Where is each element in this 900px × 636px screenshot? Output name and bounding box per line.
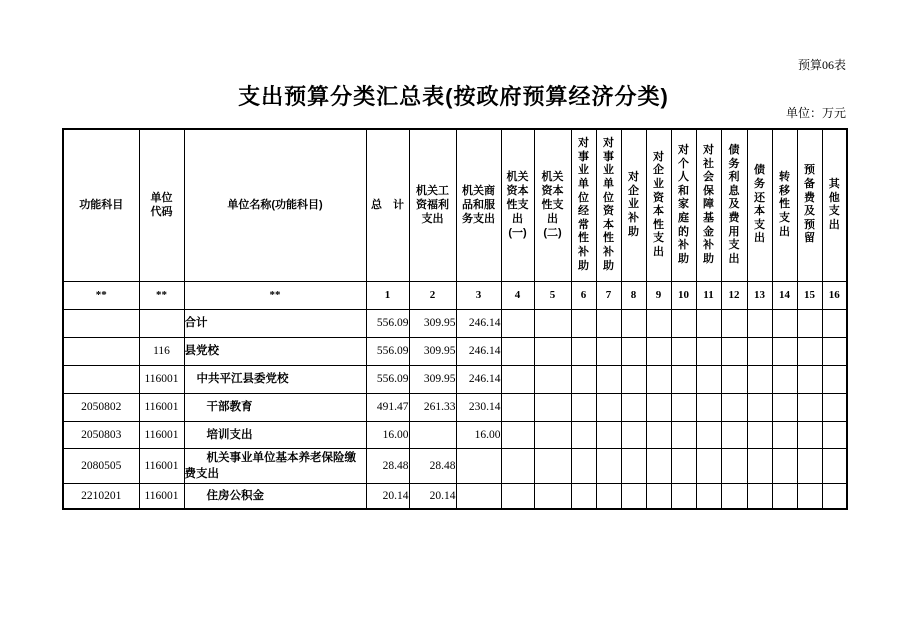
value-cell bbox=[621, 393, 646, 421]
value-cell bbox=[671, 448, 696, 483]
value-cell: 16.00 bbox=[456, 421, 501, 448]
value-cell bbox=[646, 448, 671, 483]
column-index-cell: 1 bbox=[366, 281, 409, 309]
budget-table bbox=[62, 128, 848, 510]
value-cell: 230.14 bbox=[456, 393, 501, 421]
value-cell bbox=[797, 309, 822, 337]
value-cell: 28.48 bbox=[409, 448, 456, 483]
value-cell bbox=[721, 309, 747, 337]
value-cell bbox=[621, 309, 646, 337]
value-cell bbox=[772, 483, 797, 509]
column-header bbox=[721, 129, 747, 281]
unit-code-cell: 116001 bbox=[139, 393, 184, 421]
column-header-label: 预备费及预留 bbox=[804, 164, 815, 245]
unit-name-cell: 县党校 bbox=[184, 337, 366, 365]
value-cell bbox=[696, 365, 721, 393]
value-cell bbox=[596, 421, 621, 448]
value-cell bbox=[747, 421, 772, 448]
value-cell bbox=[621, 421, 646, 448]
value-cell: 246.14 bbox=[456, 365, 501, 393]
column-header-label: 机关资本性支出(二) bbox=[541, 171, 564, 240]
value-cell bbox=[571, 393, 596, 421]
value-cell bbox=[721, 365, 747, 393]
value-cell bbox=[571, 421, 596, 448]
value-cell bbox=[456, 483, 501, 509]
value-cell bbox=[822, 365, 847, 393]
functional-code-cell bbox=[63, 365, 139, 393]
value-cell: 309.95 bbox=[409, 337, 456, 365]
value-cell bbox=[501, 393, 534, 421]
value-cell bbox=[721, 337, 747, 365]
value-cell bbox=[596, 393, 621, 421]
value-cell bbox=[501, 448, 534, 483]
value-cell bbox=[501, 309, 534, 337]
value-cell bbox=[797, 421, 822, 448]
table-row bbox=[63, 365, 847, 393]
value-cell bbox=[571, 309, 596, 337]
value-cell bbox=[621, 483, 646, 509]
value-cell bbox=[822, 337, 847, 365]
table-row bbox=[63, 483, 847, 509]
functional-code-cell bbox=[63, 337, 139, 365]
value-cell bbox=[534, 337, 571, 365]
unit-code-cell: 116 bbox=[139, 337, 184, 365]
unit-code-cell: 116001 bbox=[139, 421, 184, 448]
column-header bbox=[646, 129, 671, 281]
value-cell bbox=[571, 448, 596, 483]
value-cell bbox=[797, 337, 822, 365]
value-cell: 246.14 bbox=[456, 337, 501, 365]
value-cell bbox=[621, 448, 646, 483]
column-header bbox=[696, 129, 721, 281]
column-header bbox=[596, 129, 621, 281]
value-cell bbox=[747, 365, 772, 393]
column-header bbox=[366, 129, 409, 281]
page-title: 支出预算分类汇总表(按政府预算经济分类) bbox=[238, 84, 669, 109]
value-cell: 246.14 bbox=[456, 309, 501, 337]
value-cell bbox=[571, 365, 596, 393]
column-index-cell: ** bbox=[184, 281, 366, 309]
value-cell bbox=[596, 448, 621, 483]
value-cell bbox=[534, 421, 571, 448]
value-cell bbox=[747, 337, 772, 365]
functional-code-cell: 2080505 bbox=[63, 448, 139, 483]
column-index-cell: 6 bbox=[571, 281, 596, 309]
value-cell bbox=[596, 365, 621, 393]
functional-code-cell: 2050803 bbox=[63, 421, 139, 448]
value-cell bbox=[747, 483, 772, 509]
column-index-cell: 10 bbox=[671, 281, 696, 309]
column-header bbox=[534, 129, 571, 281]
value-cell bbox=[797, 483, 822, 509]
value-cell bbox=[596, 483, 621, 509]
value-cell bbox=[571, 483, 596, 509]
value-cell bbox=[571, 337, 596, 365]
column-header bbox=[747, 129, 772, 281]
column-header bbox=[621, 129, 646, 281]
column-index-cell: 16 bbox=[822, 281, 847, 309]
value-cell bbox=[646, 421, 671, 448]
column-index-cell: 4 bbox=[501, 281, 534, 309]
value-cell bbox=[772, 309, 797, 337]
column-header-label: 对企业资本性支出 bbox=[653, 150, 664, 259]
column-index-cell: 7 bbox=[596, 281, 621, 309]
value-cell bbox=[696, 309, 721, 337]
column-index-cell: 8 bbox=[621, 281, 646, 309]
value-cell bbox=[534, 309, 571, 337]
column-header bbox=[501, 129, 534, 281]
value-cell: 556.09 bbox=[366, 309, 409, 337]
value-cell bbox=[534, 393, 571, 421]
column-index-cell: 14 bbox=[772, 281, 797, 309]
column-header-label: 对事业单位资本性补助 bbox=[603, 137, 614, 272]
value-cell bbox=[822, 309, 847, 337]
column-index-cell: 13 bbox=[747, 281, 772, 309]
value-cell bbox=[671, 483, 696, 509]
value-cell bbox=[456, 448, 501, 483]
value-cell: 16.00 bbox=[366, 421, 409, 448]
unit-name-cell: 培训支出 bbox=[184, 421, 366, 448]
value-cell: 309.95 bbox=[409, 365, 456, 393]
value-cell bbox=[822, 393, 847, 421]
value-cell bbox=[409, 421, 456, 448]
unit-code-cell: 116001 bbox=[139, 365, 184, 393]
value-cell bbox=[772, 365, 797, 393]
value-cell bbox=[721, 483, 747, 509]
column-header-label: 机关工资福利支出 bbox=[416, 185, 449, 226]
unit-name-cell: 干部教育 bbox=[184, 393, 366, 421]
column-header-label: 对事业单位经常性补助 bbox=[578, 137, 589, 272]
column-index-cell: 2 bbox=[409, 281, 456, 309]
column-header-label: 债务利息及费用支出 bbox=[728, 144, 740, 265]
functional-code-cell bbox=[63, 309, 139, 337]
value-cell bbox=[721, 448, 747, 483]
column-header-label: 债务还本支出 bbox=[754, 164, 765, 245]
value-cell bbox=[797, 365, 822, 393]
column-header-label: 功能科目 bbox=[79, 199, 124, 212]
value-cell bbox=[822, 448, 847, 483]
functional-code-cell: 2050802 bbox=[63, 393, 139, 421]
column-header-label: 单位代码 bbox=[150, 192, 173, 219]
column-index-cell: 5 bbox=[534, 281, 571, 309]
value-cell bbox=[534, 448, 571, 483]
table-row bbox=[63, 309, 847, 337]
table-row bbox=[63, 337, 847, 365]
column-header bbox=[822, 129, 847, 281]
value-cell bbox=[797, 393, 822, 421]
table-row bbox=[63, 393, 847, 421]
value-cell bbox=[772, 337, 797, 365]
value-cell bbox=[621, 337, 646, 365]
value-cell bbox=[822, 483, 847, 509]
functional-code-cell: 2210201 bbox=[63, 483, 139, 509]
unit-code-cell: 116001 bbox=[139, 448, 184, 483]
value-cell bbox=[646, 483, 671, 509]
column-header bbox=[571, 129, 596, 281]
unit-name-cell: 住房公积金 bbox=[184, 483, 366, 509]
value-cell bbox=[501, 337, 534, 365]
column-header bbox=[409, 129, 456, 281]
value-cell bbox=[772, 393, 797, 421]
value-cell bbox=[646, 337, 671, 365]
column-index-cell: 11 bbox=[696, 281, 721, 309]
value-cell bbox=[747, 309, 772, 337]
value-cell: 491.47 bbox=[366, 393, 409, 421]
value-cell bbox=[534, 365, 571, 393]
unit-name-cell: 机关事业单位基本养老保险缴费支出 bbox=[184, 448, 366, 483]
value-cell bbox=[671, 365, 696, 393]
column-header-label: 机关资本性支出(一) bbox=[506, 171, 529, 240]
column-header-label: 对个人和家庭的补助 bbox=[678, 144, 689, 265]
column-index-cell: ** bbox=[63, 281, 139, 309]
column-header bbox=[184, 129, 366, 281]
value-cell bbox=[621, 365, 646, 393]
value-cell bbox=[696, 483, 721, 509]
value-cell bbox=[671, 337, 696, 365]
value-cell bbox=[671, 309, 696, 337]
value-cell bbox=[646, 365, 671, 393]
value-cell: 261.33 bbox=[409, 393, 456, 421]
column-header-label: 转移性支出 bbox=[779, 171, 790, 238]
value-cell bbox=[772, 421, 797, 448]
table-row bbox=[63, 421, 847, 448]
value-cell: 556.09 bbox=[366, 337, 409, 365]
column-header-label: 单位名称(功能科目) bbox=[227, 199, 323, 212]
column-header-label: 总 计 bbox=[371, 199, 404, 212]
column-index-cell: 12 bbox=[721, 281, 747, 309]
column-header-label: 其他支出 bbox=[828, 178, 840, 231]
header-row bbox=[63, 129, 847, 281]
value-cell: 28.48 bbox=[366, 448, 409, 483]
column-index-cell: ** bbox=[139, 281, 184, 309]
value-cell bbox=[646, 393, 671, 421]
value-cell bbox=[696, 448, 721, 483]
table-row bbox=[63, 448, 847, 483]
value-cell bbox=[671, 421, 696, 448]
value-cell: 556.09 bbox=[366, 365, 409, 393]
unit-note: 单位：万元 bbox=[785, 106, 846, 120]
column-header bbox=[797, 129, 822, 281]
value-cell: 309.95 bbox=[409, 309, 456, 337]
column-index-cell: 3 bbox=[456, 281, 501, 309]
unit-name-cell: 中共平江县委党校 bbox=[184, 365, 366, 393]
value-cell: 20.14 bbox=[409, 483, 456, 509]
value-cell bbox=[696, 337, 721, 365]
column-header bbox=[772, 129, 797, 281]
column-index-cell: 15 bbox=[797, 281, 822, 309]
column-index-row bbox=[63, 281, 847, 309]
column-header-label: 对企业补助 bbox=[628, 171, 639, 238]
value-cell bbox=[501, 483, 534, 509]
value-cell bbox=[646, 309, 671, 337]
value-cell bbox=[534, 483, 571, 509]
value-cell bbox=[596, 337, 621, 365]
value-cell bbox=[696, 393, 721, 421]
form-number: 预算06表 bbox=[797, 58, 846, 72]
value-cell bbox=[596, 309, 621, 337]
column-header-label: 对社会保障基金补助 bbox=[703, 144, 714, 265]
value-cell bbox=[721, 393, 747, 421]
column-header bbox=[671, 129, 696, 281]
value-cell bbox=[822, 421, 847, 448]
value-cell bbox=[501, 421, 534, 448]
value-cell bbox=[772, 448, 797, 483]
unit-code-cell bbox=[139, 309, 184, 337]
unit-code-cell: 116001 bbox=[139, 483, 184, 509]
unit-name-cell: 合计 bbox=[184, 309, 366, 337]
column-header bbox=[456, 129, 501, 281]
value-cell bbox=[747, 448, 772, 483]
value-cell bbox=[671, 393, 696, 421]
column-header bbox=[63, 129, 139, 281]
column-index-cell: 9 bbox=[646, 281, 671, 309]
value-cell bbox=[721, 421, 747, 448]
column-header bbox=[139, 129, 184, 281]
value-cell bbox=[747, 393, 772, 421]
column-header-label: 机关商品和服务支出 bbox=[462, 185, 495, 226]
value-cell bbox=[797, 448, 822, 483]
value-cell: 20.14 bbox=[366, 483, 409, 509]
value-cell bbox=[696, 421, 721, 448]
value-cell bbox=[501, 365, 534, 393]
